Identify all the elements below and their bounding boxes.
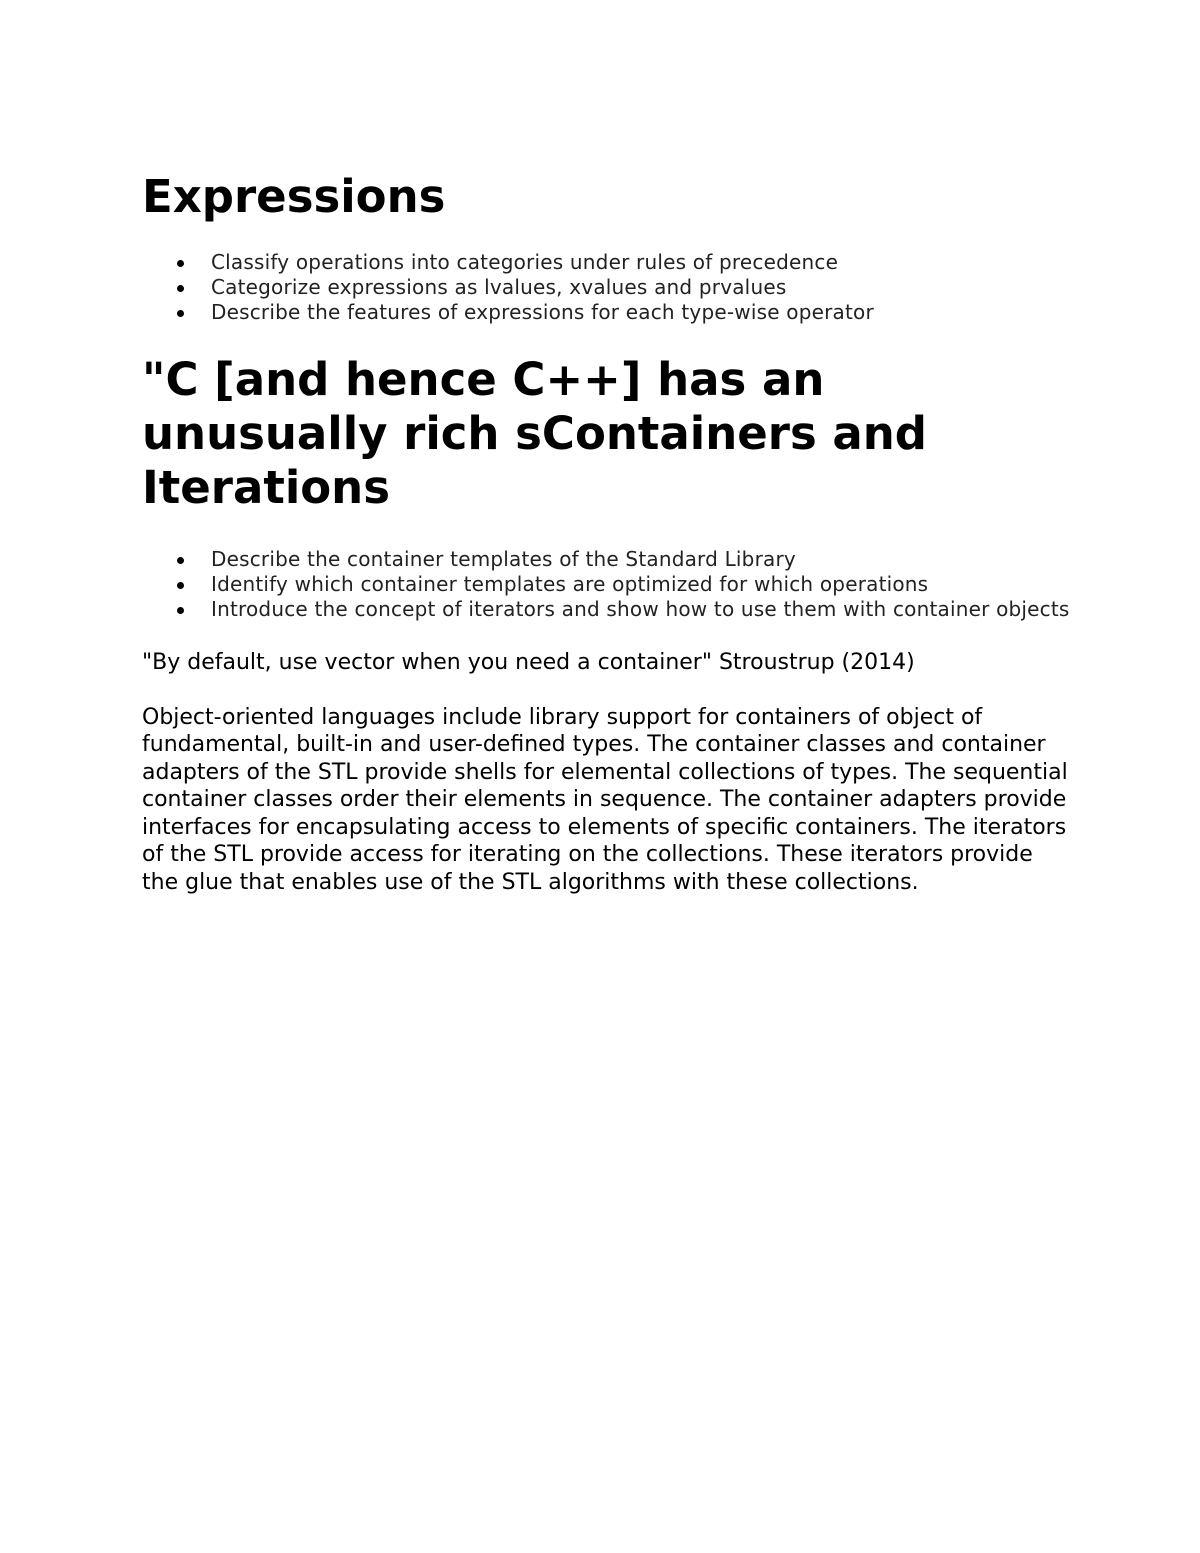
list-item-text: Describe the container templates of the Standard Library [211,547,796,571]
heading-containers-iterations: "C [and hence C++] has an unusually rich sContainers and Iterations [142,353,928,514]
list-item [142,250,1072,275]
list-item [142,300,1072,325]
bullet-icon [177,285,184,292]
bullet-icon [177,310,184,317]
list-item [142,275,1072,300]
list-item [142,597,1072,622]
list-item [142,572,1072,597]
bullet-list-expressions [142,250,1072,325]
list-item-text: Describe the features of expressions for each type-wise operator [211,300,874,324]
list-item-text: Classify operations into categories under rules of precedence [211,250,839,274]
document-page [142,160,1072,896]
bullet-icon [177,582,184,589]
list-item-text: Categorize expressions as lvalues, xvalues and prvalues [211,275,787,299]
stroustrup-quote: "By default, use vector when you need a container" Stroustrup (2014) [142,650,915,675]
heading-expressions: Expressions [142,170,446,223]
list-item-text: Identify which container templates are optimized for which operations [211,572,929,596]
bullet-list-containers [142,547,1072,622]
bullet-icon [177,260,184,267]
bullet-icon [177,557,184,564]
list-item-text: Introduce the concept of iterators and show how to use them with container objects [211,597,1070,621]
bullet-icon [177,607,184,614]
body-paragraph: Object-oriented languages include library support for containers of object of fundamental, built-in and user-defined types. The container classes and container adapters of the STL provide shells for elemental collections of types. The sequential container classes order their elements in sequence. The container adapters provide interfaces for encapsulating access to elements of specific containers. The iterators of the STL provide access for iterating on the collections. These iterators provide the glue that enables use of the STL algorithms with these collections. [142,704,1068,895]
list-item [142,547,1072,572]
